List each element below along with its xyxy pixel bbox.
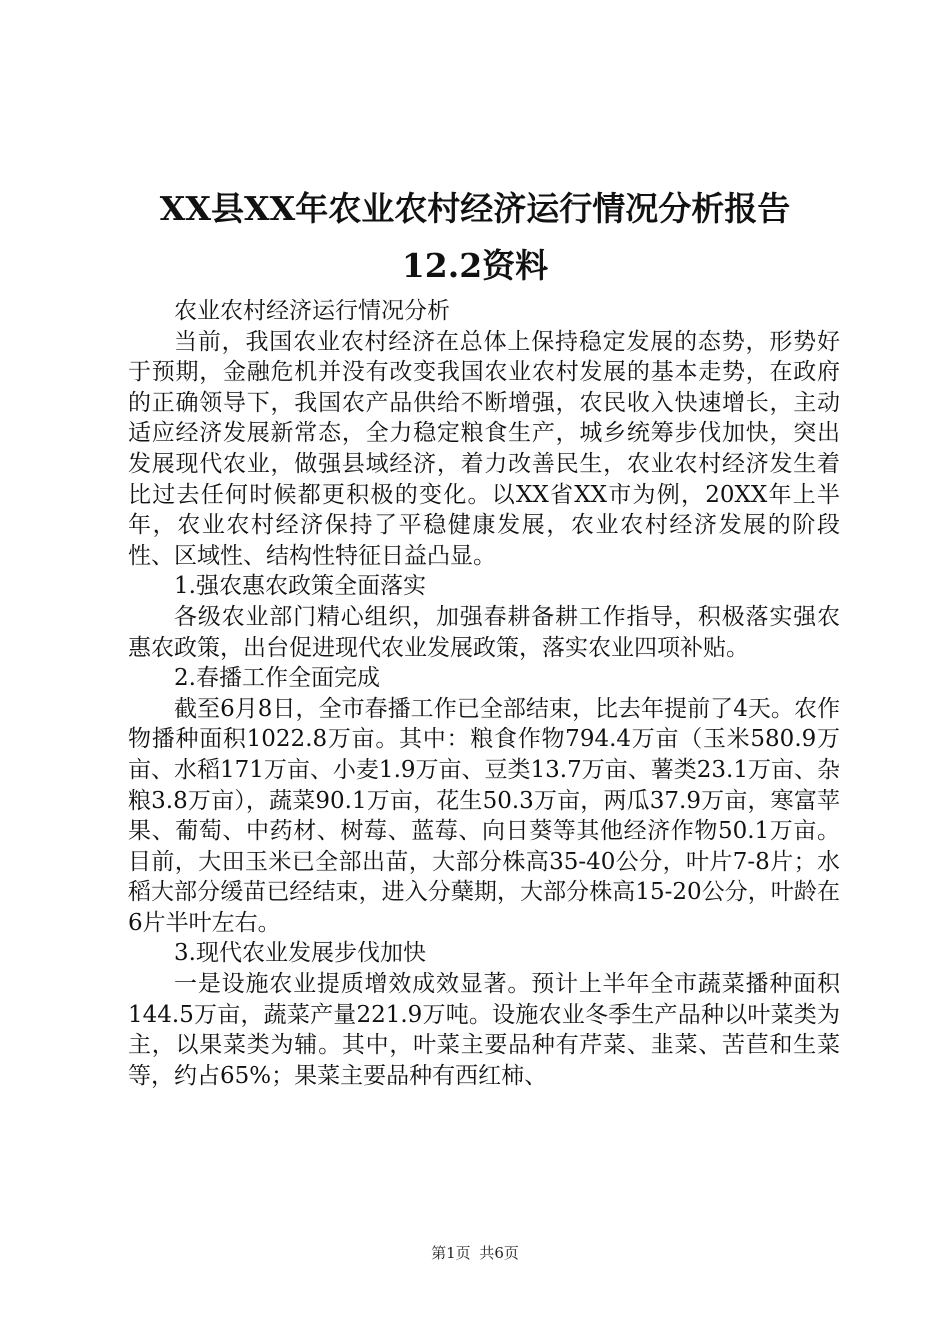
- body-paragraph: 截至6月8日，全市春播工作已全部结束，比去年提前了4天。农作物播种面积1022.8万亩。其中：粮食作物794.4万亩（玉米580.9万亩、水稻171万亩、小麦1.9万亩、豆类13.7万亩、薯类23.1万亩、杂粮3.8万亩），蔬菜90.1万亩，花生50.3万亩，两瓜37.9万亩，寒富苹果、葡萄、中药材、树莓、蓝莓、向日葵等其他经济作物50.1万亩。目前，大田玉米已全部出苗，大部分株高35-40公分，叶片7-8片；水稻大部分缓苗已经结束，进入分蘖期，大部分株高15-20公分，叶龄在6片半叶左右。: [128, 695, 840, 936]
- section-heading: 2.春播工作全面完成: [174, 665, 380, 692]
- document-body: [128, 296, 840, 1091]
- body-paragraph: 当前，我国农业农村经济在总体上保持稳定发展的态势，形势好于预期，金融危机并没有改变我国农业农村发展的基本走势，在政府的正确领导下，我国农产品供给不断增强，农民收入快速增长，主动适应经济发展新常态，全力稳定粮食生产，城乡统筹步伐加快，突出发展现代农业，做强县域经济，着力改善民生，农业农村经济发生着比过去任何时候都更积极的变化。以XX省XX市为例，20XX年上半年，农业农村经济保持了平稳健康发展，农业农村经济发展的阶段性、区域性、结构性特征日益凸显。: [128, 328, 840, 569]
- section-heading: 1.强农惠农政策全面落实: [174, 573, 426, 600]
- page-total: 共6页: [479, 1244, 519, 1262]
- page-footer: [0, 1244, 950, 1262]
- body-paragraph: 各级农业部门精心组织，加强春耕备耕工作指导，积极落实强农惠农政策，出台促进现代农业发展政策，落实农业四项补贴。: [128, 603, 840, 661]
- section-heading: 3.现代农业发展步伐加快: [174, 940, 426, 967]
- body-paragraph: 一是设施农业提质增效成效显著。预计上半年全市蔬菜播种面积144.5万亩，蔬菜产量221.9万吨。设施农业冬季生产品种以叶菜类为主，以果菜类为辅。其中，叶菜主要品种有芹菜、韭菜、苦苣和生菜等，约占65%；果菜主要品种有西红柿、: [128, 971, 840, 1089]
- section-heading: 农业农村经济运行情况分析: [174, 298, 450, 324]
- document-title-line1: XX县XX年农业农村经济运行情况分析报告: [159, 189, 791, 228]
- page-number: 第1页: [431, 1244, 471, 1262]
- document-title-line2: 12.2资料: [401, 246, 549, 285]
